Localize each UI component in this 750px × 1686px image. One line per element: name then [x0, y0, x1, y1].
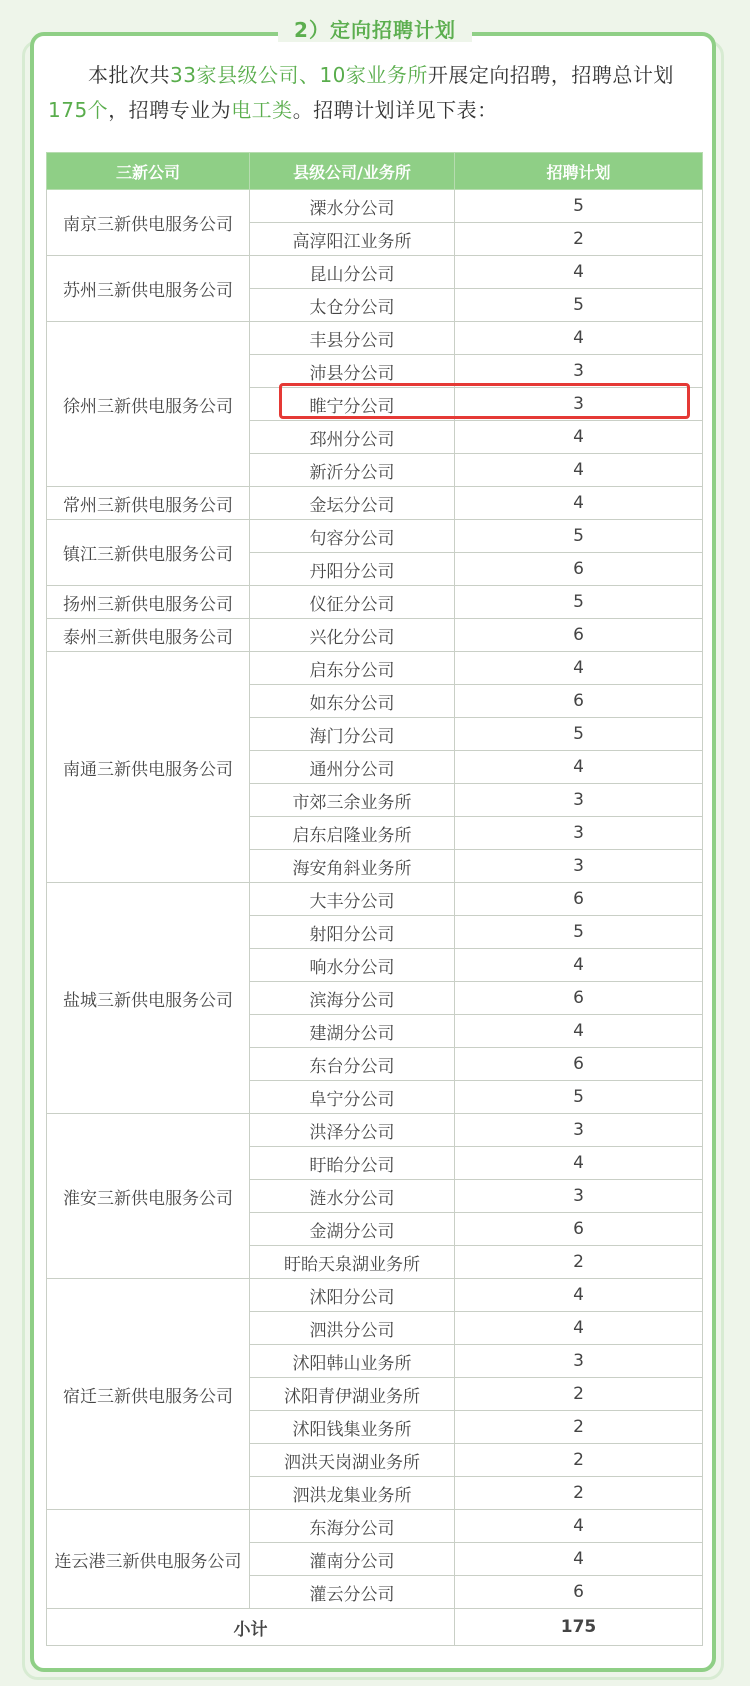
- plan-cell: 5: [455, 289, 703, 322]
- branch-cell: 金坛分公司: [250, 487, 455, 520]
- branch-cell: 灌南分公司: [250, 1543, 455, 1576]
- plan-cell: 6: [455, 685, 703, 718]
- company-cell: 南通三新供电服务公司: [47, 652, 250, 883]
- intro-highlight: 电工类: [231, 98, 293, 122]
- plan-cell: 4: [455, 1510, 703, 1543]
- plan-cell: 4: [455, 751, 703, 784]
- company-cell: 泰州三新供电服务公司: [47, 619, 250, 652]
- plan-cell: 2: [455, 1411, 703, 1444]
- company-cell: 宿迁三新供电服务公司: [47, 1279, 250, 1510]
- branch-cell: 新沂分公司: [250, 454, 455, 487]
- plan-cell: 5: [455, 586, 703, 619]
- branch-cell: 句容分公司: [250, 520, 455, 553]
- company-cell: 南京三新供电服务公司: [47, 190, 250, 256]
- branch-cell: 丰县分公司: [250, 322, 455, 355]
- company-cell: 镇江三新供电服务公司: [47, 520, 250, 586]
- plan-cell: 4: [455, 322, 703, 355]
- branch-cell: 丹阳分公司: [250, 553, 455, 586]
- header-branch: 县级公司/业务所: [250, 153, 455, 190]
- branch-cell: 市郊三余业务所: [250, 784, 455, 817]
- branch-cell: 邳州分公司: [250, 421, 455, 454]
- plan-cell: 4: [455, 949, 703, 982]
- plan-cell: 4: [455, 256, 703, 289]
- plan-cell: 4: [455, 454, 703, 487]
- branch-cell: 金湖分公司: [250, 1213, 455, 1246]
- company-cell: 盐城三新供电服务公司: [47, 883, 250, 1114]
- branch-cell: 通州分公司: [250, 751, 455, 784]
- branch-cell: 盱眙天泉湖业务所: [250, 1246, 455, 1279]
- plan-cell: 2: [455, 1378, 703, 1411]
- company-cell: 淮安三新供电服务公司: [47, 1114, 250, 1279]
- branch-cell: 昆山分公司: [250, 256, 455, 289]
- plan-cell: 6: [455, 1213, 703, 1246]
- intro-text: ，招聘专业为: [108, 98, 232, 122]
- table-row: [47, 1114, 703, 1147]
- branch-cell: 东海分公司: [250, 1510, 455, 1543]
- plan-cell: 5: [455, 718, 703, 751]
- branch-cell: 响水分公司: [250, 949, 455, 982]
- branch-cell: 盱眙分公司: [250, 1147, 455, 1180]
- company-cell: 扬州三新供电服务公司: [47, 586, 250, 619]
- plan-cell: 6: [455, 982, 703, 1015]
- branch-cell: 沭阳青伊湖业务所: [250, 1378, 455, 1411]
- table-row: [47, 619, 703, 652]
- branch-cell: 沭阳韩山业务所: [250, 1345, 455, 1378]
- branch-cell: 沛县分公司: [250, 355, 455, 388]
- plan-cell: 3: [455, 388, 703, 421]
- branch-cell: 沭阳钱集业务所: [250, 1411, 455, 1444]
- branch-cell: 如东分公司: [250, 685, 455, 718]
- plan-cell: 4: [455, 1015, 703, 1048]
- red-highlight-box: [279, 383, 690, 419]
- total-row: [47, 1609, 703, 1646]
- branch-cell: 泗洪天岗湖业务所: [250, 1444, 455, 1477]
- header-plan: 招聘计划: [455, 153, 703, 190]
- branch-cell: 太仓分公司: [250, 289, 455, 322]
- branch-cell: 高淳阳江业务所: [250, 223, 455, 256]
- company-cell: 连云港三新供电服务公司: [47, 1510, 250, 1609]
- plan-cell: 4: [455, 1279, 703, 1312]
- intro-highlight: 33家县级公司、10家业务所: [170, 63, 428, 87]
- plan-cell: 3: [455, 355, 703, 388]
- branch-cell: 海安角斜业务所: [250, 850, 455, 883]
- section-title: [0, 14, 750, 43]
- branch-cell: 仪征分公司: [250, 586, 455, 619]
- plan-cell: 5: [455, 190, 703, 223]
- plan-cell: 3: [455, 1114, 703, 1147]
- company-cell: 苏州三新供电服务公司: [47, 256, 250, 322]
- company-cell: 徐州三新供电服务公司: [47, 322, 250, 487]
- table-row: [47, 883, 703, 916]
- branch-cell: 大丰分公司: [250, 883, 455, 916]
- branch-cell: 溧水分公司: [250, 190, 455, 223]
- branch-cell: 海门分公司: [250, 718, 455, 751]
- plan-cell: 4: [455, 1312, 703, 1345]
- section-title-text: 2）定向招聘计划: [278, 18, 472, 42]
- branch-cell: 睢宁分公司: [250, 388, 455, 421]
- header-company: 三新公司: [47, 153, 250, 190]
- plan-cell: 2: [455, 223, 703, 256]
- plan-cell: 4: [455, 487, 703, 520]
- plan-cell: 4: [455, 1147, 703, 1180]
- plan-cell: 4: [455, 421, 703, 454]
- branch-cell: 泗洪分公司: [250, 1312, 455, 1345]
- table-row: [47, 322, 703, 355]
- plan-cell: 6: [455, 553, 703, 586]
- plan-cell: 6: [455, 619, 703, 652]
- plan-cell: 5: [455, 1081, 703, 1114]
- table-row: [47, 1510, 703, 1543]
- total-value: 175: [455, 1609, 703, 1646]
- plan-cell: 2: [455, 1444, 703, 1477]
- branch-cell: 沭阳分公司: [250, 1279, 455, 1312]
- total-label: 小计: [47, 1609, 455, 1646]
- branch-cell: 滨海分公司: [250, 982, 455, 1015]
- table-row: [47, 652, 703, 685]
- table-row: [47, 190, 703, 223]
- plan-cell: 4: [455, 1543, 703, 1576]
- plan-cell: 3: [455, 1345, 703, 1378]
- plan-cell: 6: [455, 1048, 703, 1081]
- plan-cell: 3: [455, 817, 703, 850]
- intro-text: 。招聘计划详见下表：: [292, 98, 498, 122]
- branch-cell: 启东启隆业务所: [250, 817, 455, 850]
- branch-cell: 泗洪龙集业务所: [250, 1477, 455, 1510]
- intro-highlight: 175个: [48, 98, 109, 122]
- company-cell: 常州三新供电服务公司: [47, 487, 250, 520]
- branch-cell: 建湖分公司: [250, 1015, 455, 1048]
- intro-text: 开展定向招聘，招聘总计划: [427, 63, 674, 87]
- recruitment-plan-table: [46, 152, 703, 1646]
- table-row: [47, 1279, 703, 1312]
- table-row: [47, 520, 703, 553]
- plan-cell: 3: [455, 784, 703, 817]
- plan-cell: 2: [455, 1246, 703, 1279]
- plan-cell: 3: [455, 1180, 703, 1213]
- branch-cell: 启东分公司: [250, 652, 455, 685]
- plan-cell: 6: [455, 1576, 703, 1609]
- plan-cell: 5: [455, 916, 703, 949]
- plan-cell: 6: [455, 883, 703, 916]
- plan-cell: 3: [455, 850, 703, 883]
- branch-cell: 射阳分公司: [250, 916, 455, 949]
- branch-cell: 灌云分公司: [250, 1576, 455, 1609]
- branch-cell: 东台分公司: [250, 1048, 455, 1081]
- intro-text: 本批次共: [88, 63, 170, 87]
- branch-cell: 兴化分公司: [250, 619, 455, 652]
- intro-paragraph: [48, 58, 700, 128]
- table-row: [47, 586, 703, 619]
- plan-cell: 5: [455, 520, 703, 553]
- table-row: [47, 256, 703, 289]
- table-header-row: [47, 153, 703, 190]
- plan-cell: 4: [455, 652, 703, 685]
- branch-cell: 洪泽分公司: [250, 1114, 455, 1147]
- branch-cell: 涟水分公司: [250, 1180, 455, 1213]
- table-row: [47, 487, 703, 520]
- plan-cell: 2: [455, 1477, 703, 1510]
- branch-cell: 阜宁分公司: [250, 1081, 455, 1114]
